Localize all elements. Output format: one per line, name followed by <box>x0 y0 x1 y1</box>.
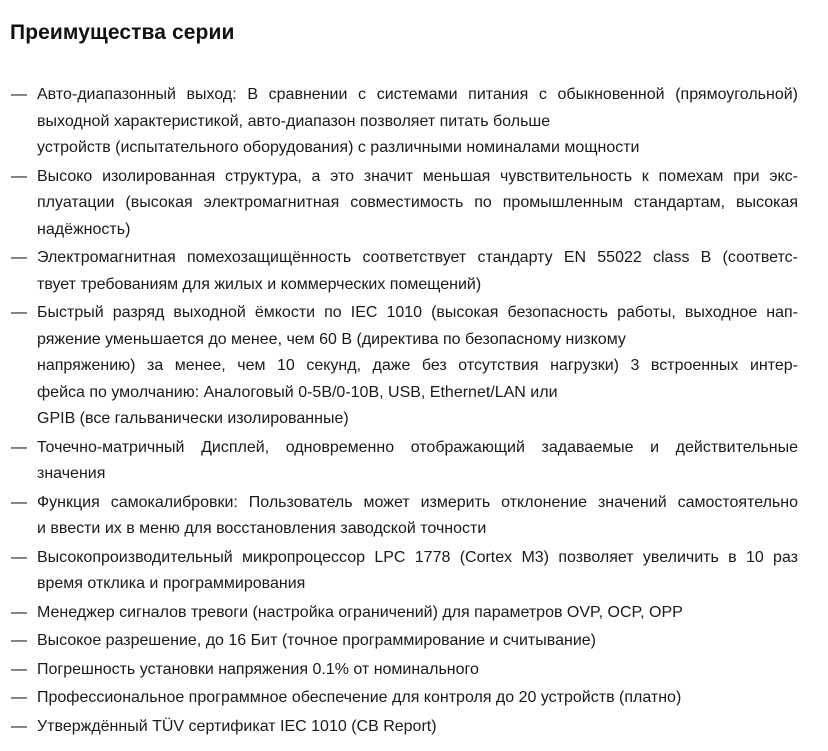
item-text-line: Электромагнитная помехозащищённость соответствует стандарту EN 55022 class B (соответс- <box>37 249 798 266</box>
item-text-line: твует требованиям для жилых и коммерческих помещений) <box>37 275 482 293</box>
dash-bullet: — <box>11 438 27 456</box>
item-text-line: плуатации (высокая электромагнитная совместимость по промышленным стандартам, высокая <box>37 194 798 211</box>
item-text-line: устройств (испытательного оборудования) с различными номиналами мощности <box>37 139 640 156</box>
item-text-line: ряжение уменьшается до менее, чем 60 В (директива по безопасному низкому <box>37 330 626 348</box>
item-text-line: Менеджер сигналов тревоги (настройка ограничений) для параметров OVP, OCP, OPP <box>37 603 683 621</box>
item-text-line: Профессиональное программное обеспечение для контроля до 20 устройств (платно) <box>37 689 682 706</box>
list-item <box>10 245 798 298</box>
dash-bullet: — <box>11 660 27 678</box>
dash-bullet: — <box>11 493 27 511</box>
list-item <box>10 490 798 543</box>
list-item <box>10 300 798 433</box>
dash-bullet: — <box>11 548 27 566</box>
item-text-line: Функция самокалибровки: Пользователь может измерить отклонение значений самостоятельно <box>37 493 798 511</box>
dash-bullet: — <box>11 304 27 321</box>
list-item <box>10 657 798 684</box>
list-item <box>10 714 798 741</box>
dash-bullet: — <box>11 632 27 649</box>
list-item <box>10 685 798 712</box>
dash-bullet: — <box>11 249 27 266</box>
item-text-line: фейса по умолчанию: Аналоговый 0-5В/0-10В, USB, Ethernet/LAN или <box>37 383 558 401</box>
dash-bullet: — <box>11 717 27 735</box>
item-text-line: Высокопроизводительный микропроцессор LPC 1778 (Cortex M3) позволяет увеличить в 10 раз <box>37 548 798 566</box>
list-item <box>10 82 798 162</box>
dash-bullet: — <box>11 167 27 185</box>
item-text-line: Высоко изолированная структура, а это значит меньшая чувствительность к помехам при экс- <box>37 167 798 185</box>
page-title: Преимущества серии <box>10 21 235 44</box>
dash-bullet: — <box>11 86 27 103</box>
item-text-line: время отклика и программирования <box>37 575 306 592</box>
item-text-line: GPIB (все гальванически изолированные) <box>37 410 349 427</box>
item-text-line: Высокое разрешение, до 16 Бит (точное программирование и считывание) <box>37 632 596 649</box>
item-text-line: Быстрый разряд выходной ёмкости по IEC 1010 (высокая безопасность работы, выходное нап- <box>37 304 798 321</box>
list-item <box>10 600 798 627</box>
item-text-line: Утверждённый TÜV сертификат IEC 1010 (CB Report) <box>37 717 437 735</box>
dash-bullet: — <box>11 689 27 706</box>
item-text-line: Точечно-матричный Дисплей, одновременно отображающий задаваемые и действительные <box>37 438 798 456</box>
advantages-list <box>10 82 798 740</box>
item-text-line: значения <box>37 465 106 482</box>
item-text-line: напряжению) за менее, чем 10 секунд, даже без отсутствия нагрузки) 3 встроенных интер- <box>37 357 798 374</box>
list-item <box>10 164 798 244</box>
dash-bullet: — <box>11 603 27 621</box>
list-item <box>10 435 798 488</box>
list-item <box>10 628 798 655</box>
item-text-line: и ввести их в меню для восстановления заводской точности <box>37 520 487 537</box>
item-text-line: выходной характеристикой, авто-диапазон позволяет питать больше <box>37 112 551 130</box>
item-text-line: Авто-диапазонный выход: В сравнении с системами питания с обыкновенной (прямоугольной) <box>37 86 798 103</box>
list-item <box>10 545 798 598</box>
item-text-line: Погрешность установки напряжения 0.1% от номинального <box>37 660 479 678</box>
item-text-line: надёжность) <box>37 220 131 238</box>
